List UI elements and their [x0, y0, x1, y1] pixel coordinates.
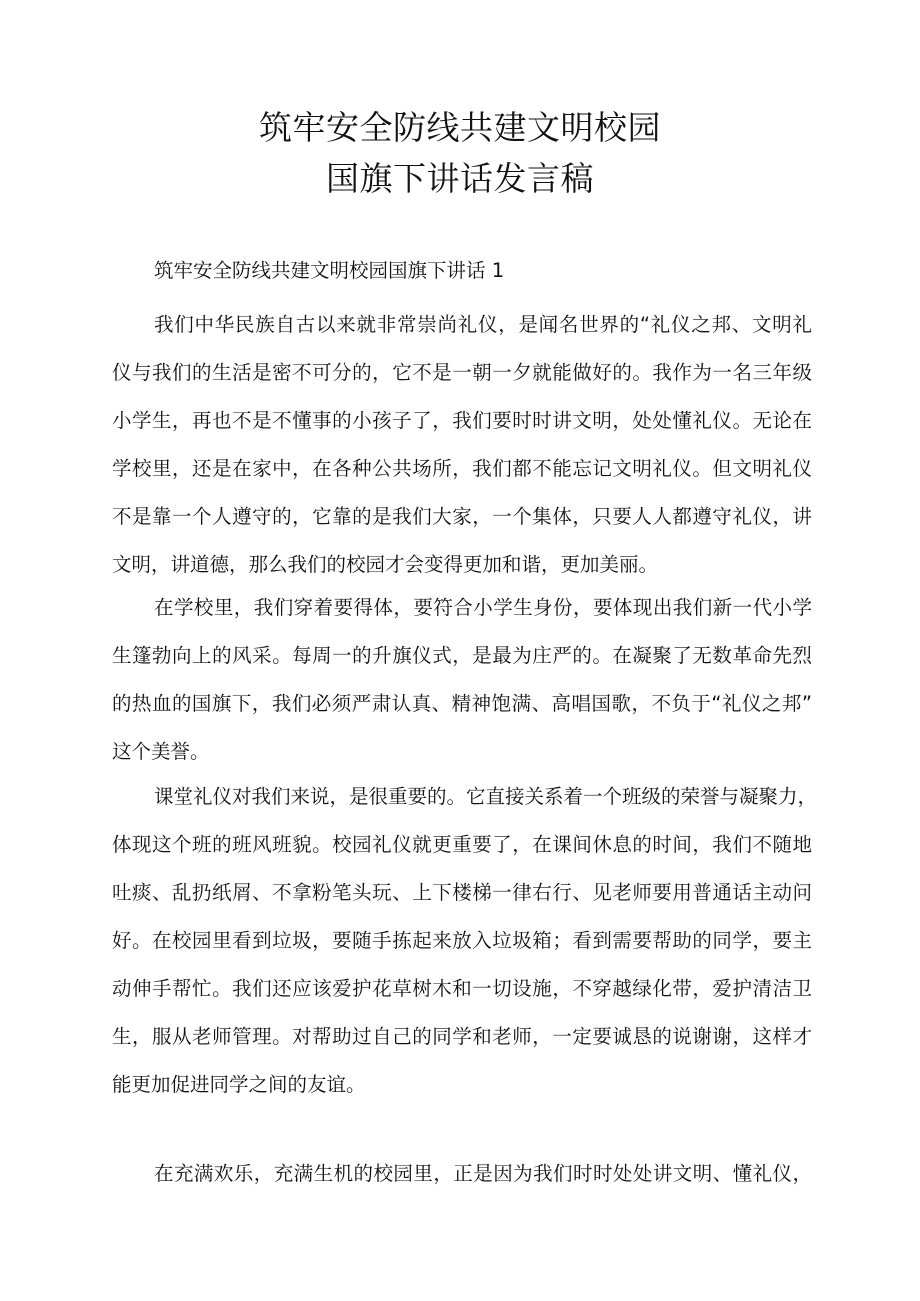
paragraph-line: 学校里，还是在家中，在各种公共场所，我们都不能忘记文明礼仪。但文明礼仪 — [112, 457, 812, 480]
document-title-line-2: 国旗下讲话发言稿 — [326, 159, 594, 198]
paragraph-4 — [112, 1150, 812, 1198]
paragraph-line: 这个美誉。 — [112, 740, 210, 763]
paragraph-line: 吐痰、乱扔纸屑、不拿粉笔头玩、上下楼梯一律右行、见老师要用普通话主动问 — [112, 881, 812, 904]
paragraph-line: 不是靠一个人遵守的，它靠的是我们大家，一个集体，只要人人都遵守礼仪，讲 — [112, 505, 812, 528]
paragraph-line: 仪与我们的生活是密不可分的，它不是一朝一夕就能做好的。我作为一名三年级 — [112, 361, 812, 384]
paragraph-1 — [112, 301, 812, 589]
paragraph-line: 生篷勃向上的风采。每周一的升旗仪式，是最为庄严的。在凝聚了无数革命先烈 — [112, 644, 812, 667]
paragraph-2 — [112, 584, 812, 776]
paragraph-line: 在学校里，我们穿着要得体，要符合小学生身份，要体现出我们新一代小学 — [154, 596, 812, 619]
paragraph-line: 课堂礼仪对我们来说，是很重要的。它直接关系着一个班级的荣誉与凝聚力， — [154, 785, 818, 808]
paragraph-line: 的热血的国旗下，我们必须严肃认真、精神饱满、高唱国歌，不负于“礼仪之邦” — [112, 692, 812, 715]
section-subheading: 筑牢安全防线共建文明校园国旗下讲话 1 — [154, 259, 505, 282]
paragraph-line: 小学生，再也不是不懂事的小孩子了，我们要时时讲文明，处处懂礼仪。无论在 — [112, 409, 812, 432]
document-title-line-1: 筑牢安全防线共建文明校园 — [259, 108, 661, 147]
paragraph-line: 体现这个班的班风班貌。校园礼仪就更重要了，在课间休息的时间，我们不随地 — [112, 833, 812, 856]
paragraph-line: 在充满欢乐，充满生机的校园里，正是因为我们时时处处讲文明、懂礼仪， — [154, 1162, 812, 1185]
paragraph-3 — [112, 773, 818, 1109]
paragraph-line: 文明，讲道德，那么我们的校园才会变得更加和谐，更加美丽。 — [112, 553, 659, 576]
paragraph-line: 动伸手帮忙。我们还应该爱护花草树木和一切设施，不穿越绿化带，爱护清洁卫 — [112, 977, 812, 1000]
paragraph-line: 能更加促进同学之间的友谊。 — [112, 1073, 366, 1096]
paragraph-line: 生，服从老师管理。对帮助过自己的同学和老师，一定要诚恳的说谢谢，这样才 — [112, 1025, 812, 1048]
paragraph-line: 好。在校园里看到垃圾，要随手拣起来放入垃圾箱；看到需要帮助的同学，要主 — [112, 929, 812, 952]
paragraph-line: 我们中华民族自古以来就非常崇尚礼仪，是闻名世界的“礼仪之邦、文明礼 — [154, 313, 812, 336]
